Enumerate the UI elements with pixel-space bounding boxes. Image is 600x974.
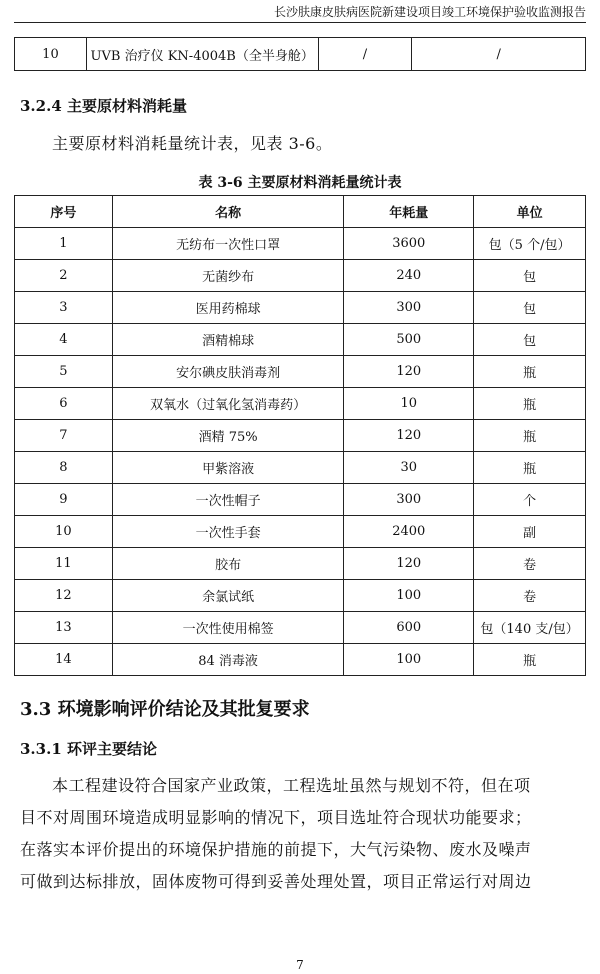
cell-index: 10 bbox=[15, 38, 87, 71]
cell-name: 酒精 75% bbox=[112, 420, 344, 452]
cell-unit: 瓶 bbox=[474, 356, 586, 388]
cell-annual-usage: 120 bbox=[344, 356, 474, 388]
cell-name: 医用药棉球 bbox=[112, 292, 344, 324]
table-row bbox=[15, 38, 586, 71]
header-rule bbox=[14, 22, 586, 23]
cell-index: 4 bbox=[15, 324, 113, 356]
cell-annual-usage: 100 bbox=[344, 580, 474, 612]
table-row bbox=[15, 516, 586, 548]
cell-unit: 副 bbox=[474, 516, 586, 548]
table-row bbox=[15, 548, 586, 580]
paragraph-line: 目不对周围环境造成明显影响的情况下，项目选址符合现状功能要求； bbox=[20, 808, 532, 827]
cell-index: 8 bbox=[15, 452, 113, 484]
cell-annual-usage: 120 bbox=[344, 548, 474, 580]
section-heading-3-3-1: 3.3.1 环评主要结论 bbox=[20, 740, 157, 758]
table-row bbox=[15, 644, 586, 676]
cell-index: 13 bbox=[15, 612, 113, 644]
cell-unit: 卷 bbox=[474, 548, 586, 580]
cell-unit: 包 bbox=[474, 292, 586, 324]
section-intro: 主要原材料消耗量统计表，见表 3-6。 bbox=[52, 134, 333, 153]
table-row bbox=[15, 484, 586, 516]
cell-unit: 瓶 bbox=[474, 452, 586, 484]
cell-index: 12 bbox=[15, 580, 113, 612]
cell-annual-usage: 10 bbox=[344, 388, 474, 420]
column-header-index: 序号 bbox=[15, 196, 113, 228]
table-header-row bbox=[15, 196, 586, 228]
cell-name: 余氯试纸 bbox=[112, 580, 344, 612]
table-row bbox=[15, 228, 586, 260]
cell-annual-usage: 240 bbox=[344, 260, 474, 292]
cell-name: 无纺布一次性口罩 bbox=[112, 228, 344, 260]
materials-table-body bbox=[15, 228, 586, 676]
cell-name: 无菌纱布 bbox=[112, 260, 344, 292]
cell-annual-usage: 300 bbox=[344, 292, 474, 324]
table-row bbox=[15, 324, 586, 356]
cell-unit: 瓶 bbox=[474, 388, 586, 420]
running-header: 长沙肤康皮肤病医院新建设项目竣工环境保护验收监测报告 bbox=[273, 5, 586, 19]
cell-annual-usage: 30 bbox=[344, 452, 474, 484]
cell-annual-usage: 2400 bbox=[344, 516, 474, 548]
cell-name: 一次性使用棉签 bbox=[112, 612, 344, 644]
cell-name: 甲紫溶液 bbox=[112, 452, 344, 484]
cell-unit: 瓶 bbox=[474, 644, 586, 676]
cell-value: / bbox=[412, 38, 586, 71]
cell-annual-usage: 600 bbox=[344, 612, 474, 644]
table-row bbox=[15, 388, 586, 420]
column-header-annual-usage: 年耗量 bbox=[344, 196, 474, 228]
materials-table bbox=[14, 195, 586, 676]
cell-index: 14 bbox=[15, 644, 113, 676]
cell-index: 5 bbox=[15, 356, 113, 388]
table-row bbox=[15, 452, 586, 484]
cell-annual-usage: 120 bbox=[344, 420, 474, 452]
cell-name: 一次性手套 bbox=[112, 516, 344, 548]
column-header-unit: 单位 bbox=[474, 196, 586, 228]
table-row bbox=[15, 356, 586, 388]
table-caption: 表 3-6 主要原材料消耗量统计表 bbox=[198, 175, 402, 191]
cell-name: 安尔碘皮肤消毒剂 bbox=[112, 356, 344, 388]
paragraph-line: 本工程建设符合国家产业政策，工程选址虽然与规划不符，但在项 bbox=[52, 776, 531, 795]
cell-annual-usage: 300 bbox=[344, 484, 474, 516]
page-number: 7 bbox=[296, 958, 304, 972]
cell-unit: 包 bbox=[474, 324, 586, 356]
cell-index: 6 bbox=[15, 388, 113, 420]
cell-unit: 瓶 bbox=[474, 420, 586, 452]
paragraph-line: 可做到达标排放，固体废物可得到妥善处理处置，项目正常运行对周边 bbox=[20, 872, 532, 891]
cell-name: 84 消毒液 bbox=[112, 644, 344, 676]
cell-annual-usage: 500 bbox=[344, 324, 474, 356]
cell-name: 双氧水（过氧化氢消毒药） bbox=[112, 388, 344, 420]
cell-unit: 卷 bbox=[474, 580, 586, 612]
table-row bbox=[15, 580, 586, 612]
section-heading-3-3: 3.3 环境影响评价结论及其批复要求 bbox=[20, 699, 310, 720]
column-header-name: 名称 bbox=[112, 196, 344, 228]
table-row bbox=[15, 612, 586, 644]
table-row bbox=[15, 260, 586, 292]
cell-name: UVB 治疗仪 KN-4004B（全半身舱） bbox=[86, 38, 318, 71]
cell-index: 2 bbox=[15, 260, 113, 292]
cell-value: / bbox=[318, 38, 412, 71]
cell-annual-usage: 100 bbox=[344, 644, 474, 676]
cell-index: 7 bbox=[15, 420, 113, 452]
table-row bbox=[15, 420, 586, 452]
cell-index: 10 bbox=[15, 516, 113, 548]
cell-name: 一次性帽子 bbox=[112, 484, 344, 516]
cell-unit: 个 bbox=[474, 484, 586, 516]
paragraph-line: 在落实本评价提出的环境保护措施的前提下，大气污染物、废水及噪声 bbox=[20, 840, 532, 859]
section-heading-3-2-4: 3.2.4 主要原材料消耗量 bbox=[20, 97, 187, 115]
cell-unit: 包（5 个/包） bbox=[474, 228, 586, 260]
cell-annual-usage: 3600 bbox=[344, 228, 474, 260]
cell-index: 11 bbox=[15, 548, 113, 580]
conclusion-paragraph bbox=[20, 770, 586, 898]
cell-index: 3 bbox=[15, 292, 113, 324]
cell-name: 酒精棉球 bbox=[112, 324, 344, 356]
cell-unit: 包（140 支/包） bbox=[474, 612, 586, 644]
cell-index: 9 bbox=[15, 484, 113, 516]
previous-table-fragment bbox=[14, 37, 586, 71]
cell-name: 胶布 bbox=[112, 548, 344, 580]
table-row bbox=[15, 292, 586, 324]
cell-unit: 包 bbox=[474, 260, 586, 292]
cell-index: 1 bbox=[15, 228, 113, 260]
